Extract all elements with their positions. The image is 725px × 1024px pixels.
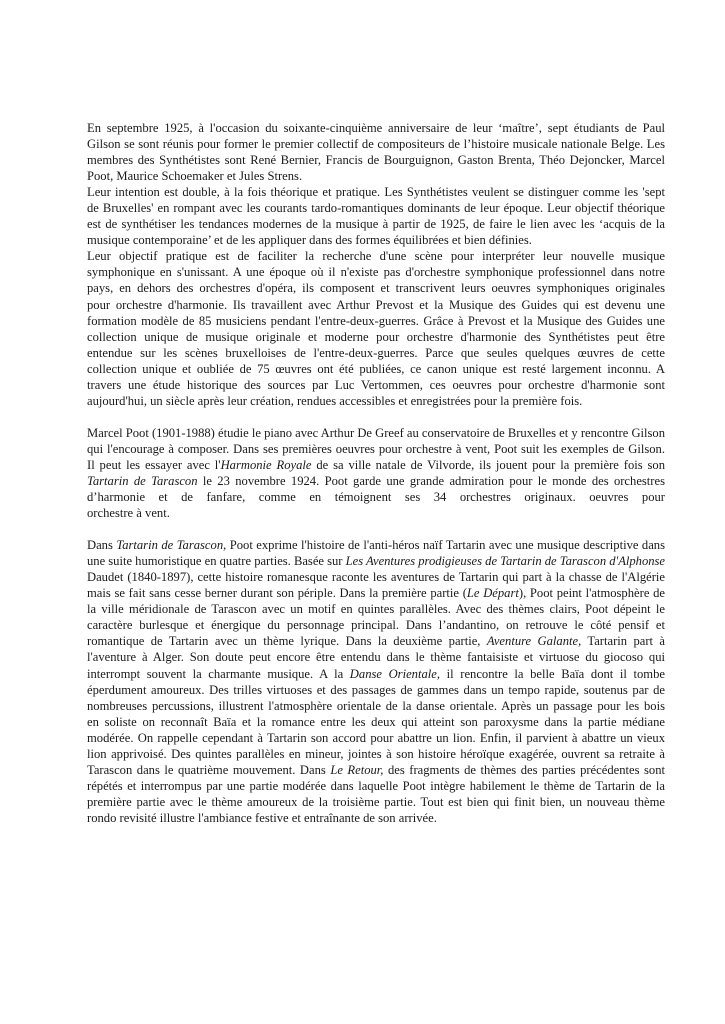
text-run: éperdument amoureux. Des trilles virtuoses et des passages de gammes dans un tempo rapide, soutenus par de	[87, 682, 665, 697]
text-line	[87, 682, 665, 698]
text-run: Tarascon dans le quatrième mouvement. Dans	[87, 762, 331, 777]
text-line	[87, 810, 665, 826]
text-run: Dans	[87, 538, 117, 553]
document-page	[87, 120, 665, 826]
text-line	[87, 136, 665, 152]
paragraph-intention	[87, 184, 665, 248]
text-run: modérée. On rappelle cependant à Tartarin son accord pour abattre un lion. Enfin, il parvient à abattre un vieux	[87, 730, 665, 745]
text-run: aujourd'hui, un siècle après leur création, rendues accessibles et enregistrées pour la première fois.	[87, 393, 583, 408]
text-run: Poot, Maurice Schoemaker et Jules Strens.	[87, 169, 303, 184]
italic-title: Le Retour,	[330, 762, 384, 777]
text-line	[87, 553, 665, 569]
text-line	[87, 232, 665, 248]
text-run: collection unique et oubliée de 75 œuvres ont été publiées, ce canon unique est resté largement inconnu. A	[87, 361, 665, 376]
text-line	[87, 585, 665, 601]
text-line	[87, 730, 665, 746]
text-line	[87, 601, 665, 617]
text-line	[87, 200, 665, 216]
text-run: des fragments de thèmes des parties précédentes sont	[383, 762, 666, 777]
text-line	[87, 473, 665, 489]
paragraph-marcel-poot	[87, 425, 665, 521]
text-line	[87, 377, 665, 393]
text-line	[87, 537, 665, 553]
text-run: interrompt souvent la charmante musique. A la	[87, 666, 350, 681]
text-run: Il peut les essayer avec l'	[87, 457, 221, 472]
text-run: orchestre à vent.	[87, 506, 170, 521]
text-run: Leur intention est double, à la fois théorique et pratique. Les Synthétistes veulent se distinguer comme les 'sept	[87, 185, 665, 200]
text-line	[87, 649, 665, 665]
text-run: première partie avec le thème amoureux de la troisième partie. Tout est bien qui finit bien, un nouveau thème	[87, 794, 665, 809]
italic-title: Tartarin de Tarascon,	[116, 538, 227, 553]
text-run: ), Poot peint l'atmosphère de	[518, 586, 665, 601]
text-line	[87, 120, 665, 136]
text-run: rondo revisité illustre l'ambiance festive et entraînante de son arrivée.	[87, 810, 437, 825]
italic-title: Les Aventures prodigieuses de Tartarin de Tarascon d'Alphonse	[345, 554, 665, 569]
text-run: il rencontre la belle Baïa dont il tombe	[440, 666, 665, 681]
paragraph-synthetistes-intro	[87, 120, 665, 184]
text-line	[87, 746, 665, 762]
italic-title: Aventure Galante,	[486, 634, 582, 649]
text-line	[87, 698, 665, 714]
text-line	[87, 168, 665, 184]
text-line	[87, 393, 665, 409]
text-run: répétés et interrompus par une partie modérée dans laquelle Poot intègre habilement le thème de Tartarin de la	[87, 778, 665, 793]
text-run: d’harmonie et de fanfare, comme en témoignent ses 34 orchestres originaux. oeuvres pour	[87, 490, 665, 505]
text-run: musique contemporaine’ et de les appliquer dans des formes équilibrées et bien définies.	[87, 233, 532, 248]
text-run: Leur objectif pratique est de faciliter la recherche d'une scène pour interpréter leur nouvelle musique	[87, 249, 665, 264]
text-run: la ville méridionale de Tarascon avec un motif en quintes parallèles. Avec des thèmes clairs, Poot dépeint le	[87, 602, 665, 617]
text-run: formation modèle de 85 musiciens pendant l'entre-deux-guerres. Grâce à Prevost et la Musique des Guides une	[87, 313, 665, 328]
text-run: nombreuses percussions, illustrent l'atmosphère orientale de la danse orientale. Après un passage pour les bois	[87, 698, 665, 713]
text-run: travers une étude historique des sources par Luc Vertommen, ces oeuvres pour orchestre d'harmonie sont	[87, 377, 665, 392]
text-run: entendue sur les scènes bruxelloises de l'entre-deux-guerres. Parce que seules quelques œuvres de cette	[87, 345, 665, 360]
text-line	[87, 152, 665, 168]
text-run: l'aventure à Alger. Son doute peut encore être entendu dans le thème fantaisiste et virtuose du giocoso qui	[87, 650, 665, 665]
text-run: Poot exprime l'histoire de l'anti-héros naïf Tartarin avec une musique descriptive dans	[226, 538, 665, 553]
text-run: Daudet (1840-1897), cette histoire romanesque raconte les aventures de Tartarin qui part à la chasse de l'Algérie	[87, 570, 665, 585]
italic-title: Le Départ	[466, 586, 519, 601]
text-run: caractère burlesque et énergique du personnage principal. Dans l’andantino, on retrouve le côté pensif et	[87, 618, 665, 633]
text-run: lion apprivoisé. Des quintes parallèles en mineur, jointes à son histoire héroïque exagérée, ouvrent sa retraite à	[87, 746, 665, 761]
text-run: collection unique de musique originale et moderne pour orchestre d'harmonie des Synthétistes peut être	[87, 329, 665, 344]
text-line	[87, 441, 665, 457]
text-line	[87, 762, 665, 778]
text-line	[87, 297, 665, 313]
paragraph-objectif-pratique	[87, 248, 665, 408]
italic-title: Tartarin de Tarascon	[87, 473, 198, 488]
text-line	[87, 184, 665, 200]
text-line	[87, 280, 665, 296]
text-run: une suite humoristique en quatre parties. Basée sur	[87, 554, 346, 569]
text-run: de Bruxelles' en rompant avec les courants tardo-romantiques dominants de leur époque. Leur objectif théorique	[87, 201, 665, 216]
paragraph-tartarin	[87, 537, 665, 826]
text-run: qui l'encourage à composer. Dans ses premières oeuvres pour orchestre à vent, Poot suit les exemples de Gilson.	[87, 441, 665, 456]
text-run: Marcel Poot (1901-1988) étudie le piano avec Arthur De Greef au conservatoire de Bruxelles et y rencontre Gilson	[87, 425, 665, 440]
text-run: mais se fait sans cesse berner durant son périple. Dans la première partie (	[87, 586, 467, 601]
text-line	[87, 505, 665, 521]
italic-title: Danse Orientale,	[349, 666, 441, 681]
text-line	[87, 264, 665, 280]
text-line	[87, 633, 665, 649]
paragraph-spacer	[87, 521, 665, 537]
text-line	[87, 794, 665, 810]
text-line	[87, 313, 665, 329]
text-run: est de synthétiser les tendances modernes de la musique à partir de 1925, de faire le lien avec les ‘acquis de la	[87, 217, 665, 232]
text-line	[87, 617, 665, 633]
paragraph-spacer	[87, 409, 665, 425]
text-line	[87, 345, 665, 361]
italic-title: Harmonie Royale	[220, 457, 312, 472]
text-run: le 23 novembre 1924. Poot garde une grande admiration pour le monde des orchestres	[197, 473, 665, 488]
text-line	[87, 569, 665, 585]
text-run: Tartarin part à	[581, 634, 665, 649]
text-line	[87, 216, 665, 232]
text-run: En septembre 1925, à l'occasion du soixante-cinquième anniversaire de leur ‘maître’, sept étudiants de Paul	[87, 121, 665, 135]
text-run: pour orchestre d'harmonie. Ils travaillent avec Arthur Prevost et la Musique des Guides qui est devenu une	[87, 297, 665, 312]
text-line	[87, 666, 665, 682]
text-run: symphonique en s'unissant. A une époque où il n'existe pas d'orchestre symphonique professionnel dans notre	[87, 265, 665, 280]
text-line	[87, 778, 665, 794]
text-run: en soliste on reconnaît Baïa et la romance entre les deux qui atteint son paroxysme dans la partie médiane	[87, 714, 665, 729]
text-run: de sa ville natale de Vilvorde, ils jouent pour la première fois son	[311, 457, 665, 472]
text-line	[87, 489, 665, 505]
text-line	[87, 361, 665, 377]
text-line	[87, 248, 665, 264]
text-line	[87, 714, 665, 730]
text-run: pays, en dehors des orchestres d'opéra, ils composent et transcrivent leurs oeuvres symphoniques originales	[87, 281, 665, 296]
text-line	[87, 425, 665, 441]
text-line	[87, 457, 665, 473]
text-run: romantique de Tartarin avec un thème lyrique. Dans la deuxième partie,	[87, 634, 487, 649]
text-line	[87, 329, 665, 345]
text-run: Gilson se sont réunis pour former le premier collectif de compositeurs de l’histoire musicale nationale Belge. Les	[87, 137, 665, 152]
text-run: membres des Synthétistes sont René Bernier, Francis de Bourguignon, Gaston Brenta, Théo Dejoncker, Marcel	[87, 153, 665, 168]
